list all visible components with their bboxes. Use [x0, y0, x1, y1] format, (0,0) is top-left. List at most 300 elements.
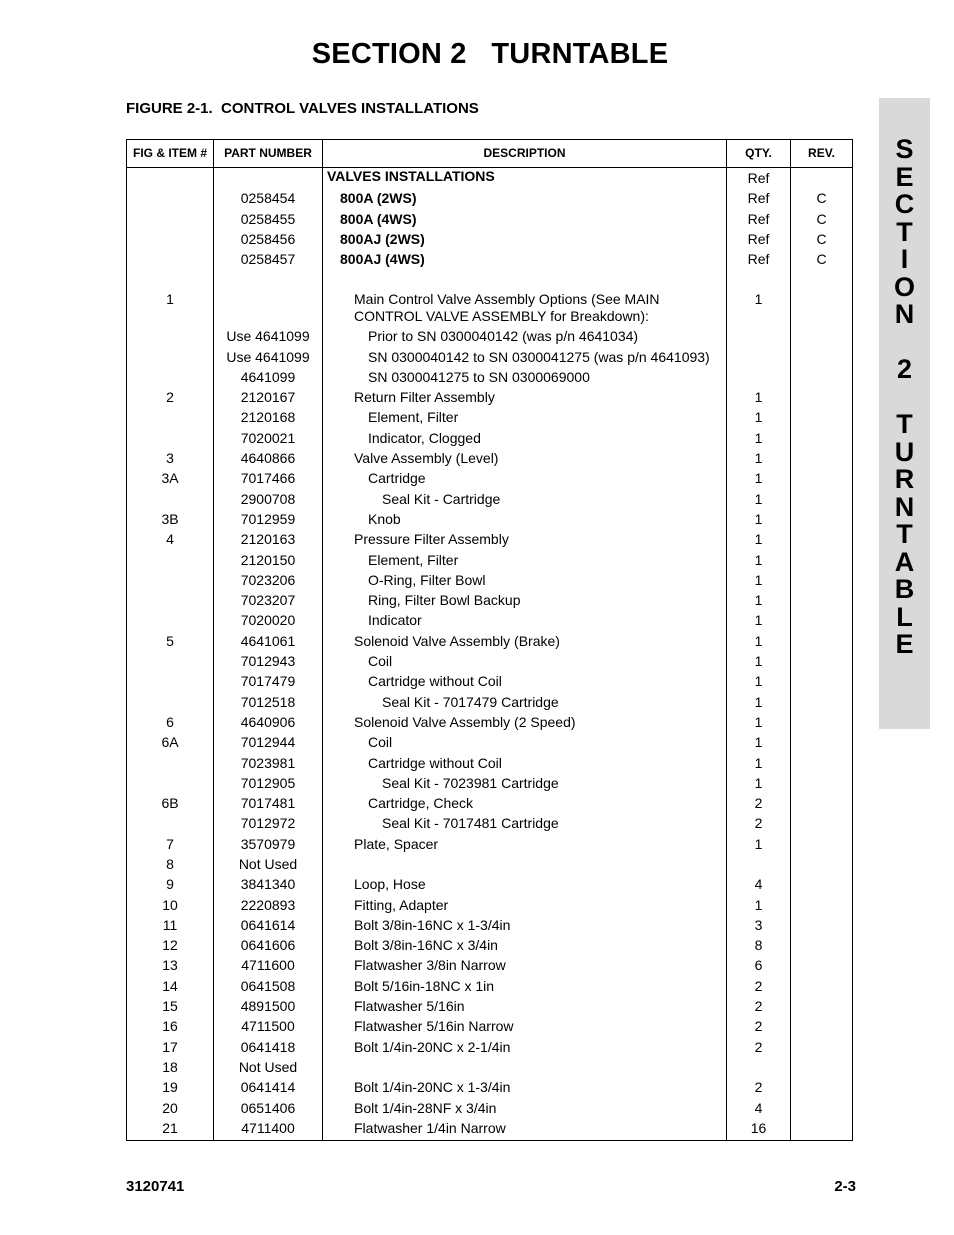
description-text: Cartridge: [368, 470, 426, 487]
rev-cell: [791, 1077, 853, 1097]
part-number-cell: 7023981: [214, 753, 323, 773]
description-cell: [323, 448, 727, 468]
description-cell: [323, 935, 727, 955]
description-cell: [323, 529, 727, 549]
header-rev: REV.: [791, 140, 853, 168]
qty-cell: 1: [727, 509, 791, 529]
description-text: Seal Kit - 7017479 Cartridge: [382, 693, 559, 710]
rev-cell: [791, 1016, 853, 1036]
part-number-cell: 2120150: [214, 550, 323, 570]
part-number-cell: 3841340: [214, 874, 323, 894]
fig-item-cell: 4: [127, 529, 214, 549]
description-text: SN 0300040142 to SN 0300041275 (was p/n 4641093): [368, 348, 710, 365]
table-row: [127, 1057, 853, 1077]
qty-cell: 3: [727, 915, 791, 935]
description-cell: [323, 1118, 727, 1141]
fig-item-cell: [127, 773, 214, 793]
description-cell: [323, 489, 727, 509]
part-number-cell: 0641614: [214, 915, 323, 935]
qty-cell: 1: [727, 732, 791, 752]
description-cell: [323, 249, 727, 269]
table-row: [127, 229, 853, 249]
qty-cell: [727, 854, 791, 874]
description-text: 800AJ (4WS): [340, 251, 425, 268]
rev-cell: [791, 1098, 853, 1118]
rev-cell: [791, 1118, 853, 1141]
description-text: Prior to SN 0300040142 (was p/n 4641034): [368, 328, 639, 345]
qty-cell: 1: [727, 387, 791, 407]
qty-cell: 1: [727, 671, 791, 691]
rev-cell: [791, 793, 853, 813]
table-row: [127, 773, 853, 793]
rev-cell: [791, 347, 853, 367]
rev-cell: [791, 996, 853, 1016]
rev-cell: [791, 671, 853, 691]
table-row: [127, 168, 853, 189]
fig-item-cell: [127, 407, 214, 427]
qty-cell: 6: [727, 955, 791, 975]
rev-cell: [791, 590, 853, 610]
description-text: Solenoid Valve Assembly (Brake): [354, 632, 560, 649]
description-cell: [323, 712, 727, 732]
table-row: [127, 915, 853, 935]
table-row: [127, 651, 853, 671]
part-number-cell: 7023206: [214, 570, 323, 590]
part-number-cell: 7017479: [214, 671, 323, 691]
description-text: Bolt 1/4in-20NC x 1-3/4in: [354, 1079, 511, 1096]
description-text: Bolt 3/8in-16NC x 3/4in: [354, 937, 498, 954]
part-number-cell: 4641061: [214, 631, 323, 651]
part-number-cell: 7012944: [214, 732, 323, 752]
parts-table-body: [127, 168, 853, 1141]
part-number-cell: 2900708: [214, 489, 323, 509]
rev-cell: [791, 732, 853, 752]
rev-cell: [791, 289, 853, 326]
table-row: [127, 692, 853, 712]
rev-cell: C: [791, 229, 853, 249]
rev-cell: [791, 935, 853, 955]
part-number-cell: 7020020: [214, 610, 323, 630]
part-number-cell: [214, 289, 323, 326]
part-number-cell: 7017466: [214, 468, 323, 488]
qty-cell: 1: [727, 753, 791, 773]
qty-cell: 1: [727, 773, 791, 793]
table-row: [127, 854, 853, 874]
qty-cell: 1: [727, 489, 791, 509]
part-number-cell: 0641508: [214, 976, 323, 996]
qty-cell: Ref: [727, 168, 791, 189]
part-number-cell: Use 4641099: [214, 347, 323, 367]
fig-item-cell: 3B: [127, 509, 214, 529]
table-row: [127, 468, 853, 488]
rev-cell: [791, 509, 853, 529]
header-qty: QTY.: [727, 140, 791, 168]
side-tab-letter: 2: [896, 354, 913, 384]
side-tab-letter: [879, 329, 930, 357]
description-cell: [323, 996, 727, 1016]
rev-cell: [791, 610, 853, 630]
description-text: Bolt 5/16in-18NC x 1in: [354, 977, 495, 994]
table-row: [127, 448, 853, 468]
description-text: Valve Assembly (Level): [354, 450, 499, 467]
side-tab-letter: C: [894, 189, 915, 219]
part-number-cell: 7012518: [214, 692, 323, 712]
table-row: [127, 326, 853, 346]
fig-item-cell: [127, 367, 214, 387]
part-number-cell: 4640866: [214, 448, 323, 468]
fig-item-cell: [127, 489, 214, 509]
description-cell: [323, 631, 727, 651]
qty-cell: 1: [727, 289, 791, 326]
table-row: [127, 1016, 853, 1036]
side-tab-letter: E: [895, 161, 914, 192]
part-number-cell: 0258456: [214, 229, 323, 249]
header-fig-item: FIG & ITEM #: [127, 140, 214, 168]
rev-cell: [791, 407, 853, 427]
qty-cell: 1: [727, 550, 791, 570]
side-tab-letter: T: [896, 519, 913, 549]
table-row: [127, 367, 853, 387]
fig-item-cell: 10: [127, 895, 214, 915]
description-cell: [323, 793, 727, 813]
qty-cell: 1: [727, 570, 791, 590]
fig-item-cell: [127, 550, 214, 570]
description-text: Bolt 1/4in-28NF x 3/4in: [354, 1099, 497, 1116]
description-cell: [323, 168, 727, 189]
table-row: [127, 590, 853, 610]
table-row: [127, 249, 853, 269]
rev-cell: [791, 529, 853, 549]
rev-cell: [791, 976, 853, 996]
description-text: Cartridge without Coil: [368, 673, 502, 690]
description-text: Solenoid Valve Assembly (2 Speed): [354, 713, 576, 730]
description-text: Seal Kit - 7017481 Cartridge: [382, 815, 559, 832]
description-cell: [323, 209, 727, 229]
footer-doc-number: 3120741: [126, 1178, 185, 1195]
fig-item-cell: [127, 188, 214, 208]
fig-item-cell: [127, 570, 214, 590]
fig-item-cell: [127, 249, 214, 269]
part-number-cell: 4891500: [214, 996, 323, 1016]
table-header-row: [127, 140, 853, 168]
part-number-cell: 7012959: [214, 509, 323, 529]
qty-cell: 4: [727, 1098, 791, 1118]
part-number-cell: Use 4641099: [214, 326, 323, 346]
header-description: DESCRIPTION: [323, 140, 727, 168]
part-number-cell: 4711500: [214, 1016, 323, 1036]
table-spacer-row: [127, 269, 853, 289]
fig-item-cell: 14: [127, 976, 214, 996]
part-number-cell: 0258455: [214, 209, 323, 229]
table-row: [127, 407, 853, 427]
description-cell: [323, 188, 727, 208]
part-number-cell: Not Used: [214, 1057, 323, 1077]
section-title: SECTION 2 TURNTABLE: [311, 38, 669, 70]
qty-cell: 4: [727, 874, 791, 894]
fig-item-cell: 20: [127, 1098, 214, 1118]
fig-item-cell: [127, 753, 214, 773]
description-cell: [323, 874, 727, 894]
qty-cell: 2: [727, 793, 791, 813]
fig-item-cell: [127, 671, 214, 691]
table-row: [127, 671, 853, 691]
part-number-cell: 7017481: [214, 793, 323, 813]
rev-cell: C: [791, 209, 853, 229]
description-text: Seal Kit - 7023981 Cartridge: [382, 774, 559, 791]
rev-cell: [791, 1037, 853, 1057]
table-row: [127, 570, 853, 590]
description-cell: [323, 651, 727, 671]
fig-item-cell: 8: [127, 854, 214, 874]
side-tab-letter: L: [896, 601, 913, 632]
table-row: [127, 834, 853, 854]
description-text: Element, Filter: [368, 551, 459, 568]
rev-cell: [791, 1057, 853, 1077]
description-cell: [323, 590, 727, 610]
description-text: Ring, Filter Bowl Backup: [368, 592, 521, 609]
rev-cell: [791, 468, 853, 488]
part-number-cell: 7012905: [214, 773, 323, 793]
description-cell: [323, 468, 727, 488]
section-side-tab: [879, 98, 930, 729]
rev-cell: [791, 854, 853, 874]
table-row: [127, 489, 853, 509]
fig-item-cell: 6: [127, 712, 214, 732]
part-number-cell: 7012972: [214, 813, 323, 833]
qty-cell: 1: [727, 590, 791, 610]
part-number-cell: 7012943: [214, 651, 323, 671]
table-row: [127, 550, 853, 570]
qty-cell: 1: [727, 407, 791, 427]
rev-cell: [791, 773, 853, 793]
part-number-cell: 0641414: [214, 1077, 323, 1097]
fig-item-cell: [127, 651, 214, 671]
rev-cell: [791, 753, 853, 773]
rev-cell: [791, 326, 853, 346]
rev-cell: [791, 834, 853, 854]
spacer-cell: [214, 269, 323, 289]
table-row: [127, 1098, 853, 1118]
table-row: [127, 976, 853, 996]
fig-item-cell: 6A: [127, 732, 214, 752]
side-tab-letter: B: [894, 574, 915, 604]
fig-item-cell: 6B: [127, 793, 214, 813]
qty-cell: 1: [727, 834, 791, 854]
rev-cell: [791, 631, 853, 651]
qty-cell: Ref: [727, 229, 791, 249]
description-cell: [323, 1057, 727, 1077]
description-text: Seal Kit - Cartridge: [382, 490, 501, 507]
table-row: [127, 1037, 853, 1057]
side-tab-letter: A: [894, 546, 915, 577]
description-text: Coil: [368, 734, 393, 751]
rev-cell: [791, 651, 853, 671]
description-cell: [323, 834, 727, 854]
qty-cell: 16: [727, 1118, 791, 1141]
description-cell: [323, 610, 727, 630]
table-row: [127, 1118, 853, 1141]
rev-cell: [791, 895, 853, 915]
fig-item-cell: 2: [127, 387, 214, 407]
qty-cell: 1: [727, 529, 791, 549]
part-number-cell: Not Used: [214, 854, 323, 874]
description-text: SN 0300041275 to SN 0300069000: [368, 368, 590, 385]
fig-item-cell: 12: [127, 935, 214, 955]
qty-cell: 1: [727, 651, 791, 671]
description-cell: [323, 550, 727, 570]
part-number-cell: 4640906: [214, 712, 323, 732]
fig-item-cell: [127, 326, 214, 346]
description-text: Plate, Spacer: [354, 835, 439, 852]
side-tab-letter: U: [894, 436, 915, 467]
side-tab-letter: S: [895, 134, 914, 164]
part-number-cell: 0641606: [214, 935, 323, 955]
rev-cell: [791, 489, 853, 509]
description-cell: [323, 1077, 727, 1097]
table-row: [127, 996, 853, 1016]
part-number-cell: 7020021: [214, 428, 323, 448]
fig-item-cell: 15: [127, 996, 214, 1016]
side-tab-letter: R: [894, 464, 915, 494]
side-tab-letter: E: [895, 629, 914, 659]
qty-cell: [727, 347, 791, 367]
part-number-cell: 7023207: [214, 590, 323, 610]
spacer-cell: [127, 269, 214, 289]
table-row: [127, 289, 853, 326]
side-tab-letter: [879, 384, 930, 412]
side-tab-letter: T: [896, 216, 913, 247]
qty-cell: Ref: [727, 209, 791, 229]
description-text: VALVES INSTALLATIONS: [327, 168, 495, 184]
description-cell: [323, 976, 727, 996]
qty-cell: 1: [727, 610, 791, 630]
table-row: [127, 712, 853, 732]
description-text: Pressure Filter Assembly: [354, 531, 509, 548]
qty-cell: 1: [727, 895, 791, 915]
part-number-cell: 2120168: [214, 407, 323, 427]
footer-page-number: 2-3: [834, 1178, 856, 1195]
rev-cell: [791, 813, 853, 833]
part-number-cell: 4641099: [214, 367, 323, 387]
description-text: Element, Filter: [368, 409, 459, 426]
fig-item-cell: 5: [127, 631, 214, 651]
rev-cell: [791, 915, 853, 935]
description-cell: [323, 692, 727, 712]
table-row: [127, 509, 853, 529]
description-cell: [323, 229, 727, 249]
qty-cell: 2: [727, 996, 791, 1016]
table-row: [127, 188, 853, 208]
table-row: [127, 387, 853, 407]
table-row: [127, 347, 853, 367]
rev-cell: [791, 692, 853, 712]
figure-title: FIGURE 2-1. CONTROL VALVES INSTALLATIONS: [126, 100, 479, 117]
description-text: Flatwasher 5/16in Narrow: [354, 1018, 514, 1035]
rev-cell: [791, 387, 853, 407]
rev-cell: C: [791, 188, 853, 208]
fig-item-cell: 13: [127, 955, 214, 975]
fig-item-cell: 3: [127, 448, 214, 468]
table-row: [127, 753, 853, 773]
description-text: 800A (4WS): [340, 210, 417, 227]
fig-item-cell: [127, 692, 214, 712]
rev-cell: [791, 570, 853, 590]
side-tab-letter: I: [900, 244, 909, 274]
qty-cell: Ref: [727, 249, 791, 269]
qty-cell: 8: [727, 935, 791, 955]
fig-item-cell: 18: [127, 1057, 214, 1077]
qty-cell: 1: [727, 428, 791, 448]
rev-cell: [791, 168, 853, 189]
description-text: Flatwasher 5/16in: [354, 998, 465, 1015]
fig-item-cell: [127, 610, 214, 630]
table-row: [127, 428, 853, 448]
description-cell: [323, 570, 727, 590]
fig-item-cell: 19: [127, 1077, 214, 1097]
qty-cell: 2: [727, 976, 791, 996]
description-cell: [323, 367, 727, 387]
fig-item-cell: 7: [127, 834, 214, 854]
description-cell: [323, 387, 727, 407]
qty-cell: 2: [727, 1037, 791, 1057]
table-row: [127, 955, 853, 975]
table-row: [127, 874, 853, 894]
qty-cell: 1: [727, 448, 791, 468]
fig-item-cell: [127, 209, 214, 229]
side-tab-letters: [879, 136, 930, 659]
description-text: Cartridge, Check: [368, 795, 474, 812]
fig-item-cell: 9: [127, 874, 214, 894]
table-row: [127, 813, 853, 833]
description-cell: [323, 347, 727, 367]
description-cell: [323, 326, 727, 346]
fig-item-cell: 11: [127, 915, 214, 935]
description-cell: [323, 955, 727, 975]
description-cell: [323, 1016, 727, 1036]
table-row: [127, 209, 853, 229]
table-row: [127, 1077, 853, 1097]
parts-table: [126, 139, 853, 1141]
fig-item-cell: 3A: [127, 468, 214, 488]
description-cell: [323, 732, 727, 752]
description-text: CONTROL VALVE ASSEMBLY for Breakdown):: [354, 307, 649, 324]
description-cell: [323, 854, 727, 874]
rev-cell: [791, 874, 853, 894]
part-number-cell: 0641418: [214, 1037, 323, 1057]
description-cell: [323, 289, 727, 326]
part-number-cell: [214, 168, 323, 189]
side-tab-letter: N: [894, 491, 915, 522]
table-row: [127, 631, 853, 651]
description-cell: [323, 428, 727, 448]
description-text: 800A (2WS): [340, 190, 417, 207]
table-row: [127, 732, 853, 752]
description-cell: [323, 671, 727, 691]
spacer-cell: [727, 269, 791, 289]
description-cell: [323, 753, 727, 773]
qty-cell: Ref: [727, 188, 791, 208]
description-text: Indicator: [368, 612, 422, 629]
part-number-cell: 3570979: [214, 834, 323, 854]
part-number-cell: 2120163: [214, 529, 323, 549]
description-text: Bolt 3/8in-16NC x 1-3/4in: [354, 916, 511, 933]
fig-item-cell: 16: [127, 1016, 214, 1036]
qty-cell: [727, 326, 791, 346]
table-row: [127, 529, 853, 549]
description-cell: [323, 509, 727, 529]
table-row: [127, 935, 853, 955]
description-cell: [323, 895, 727, 915]
